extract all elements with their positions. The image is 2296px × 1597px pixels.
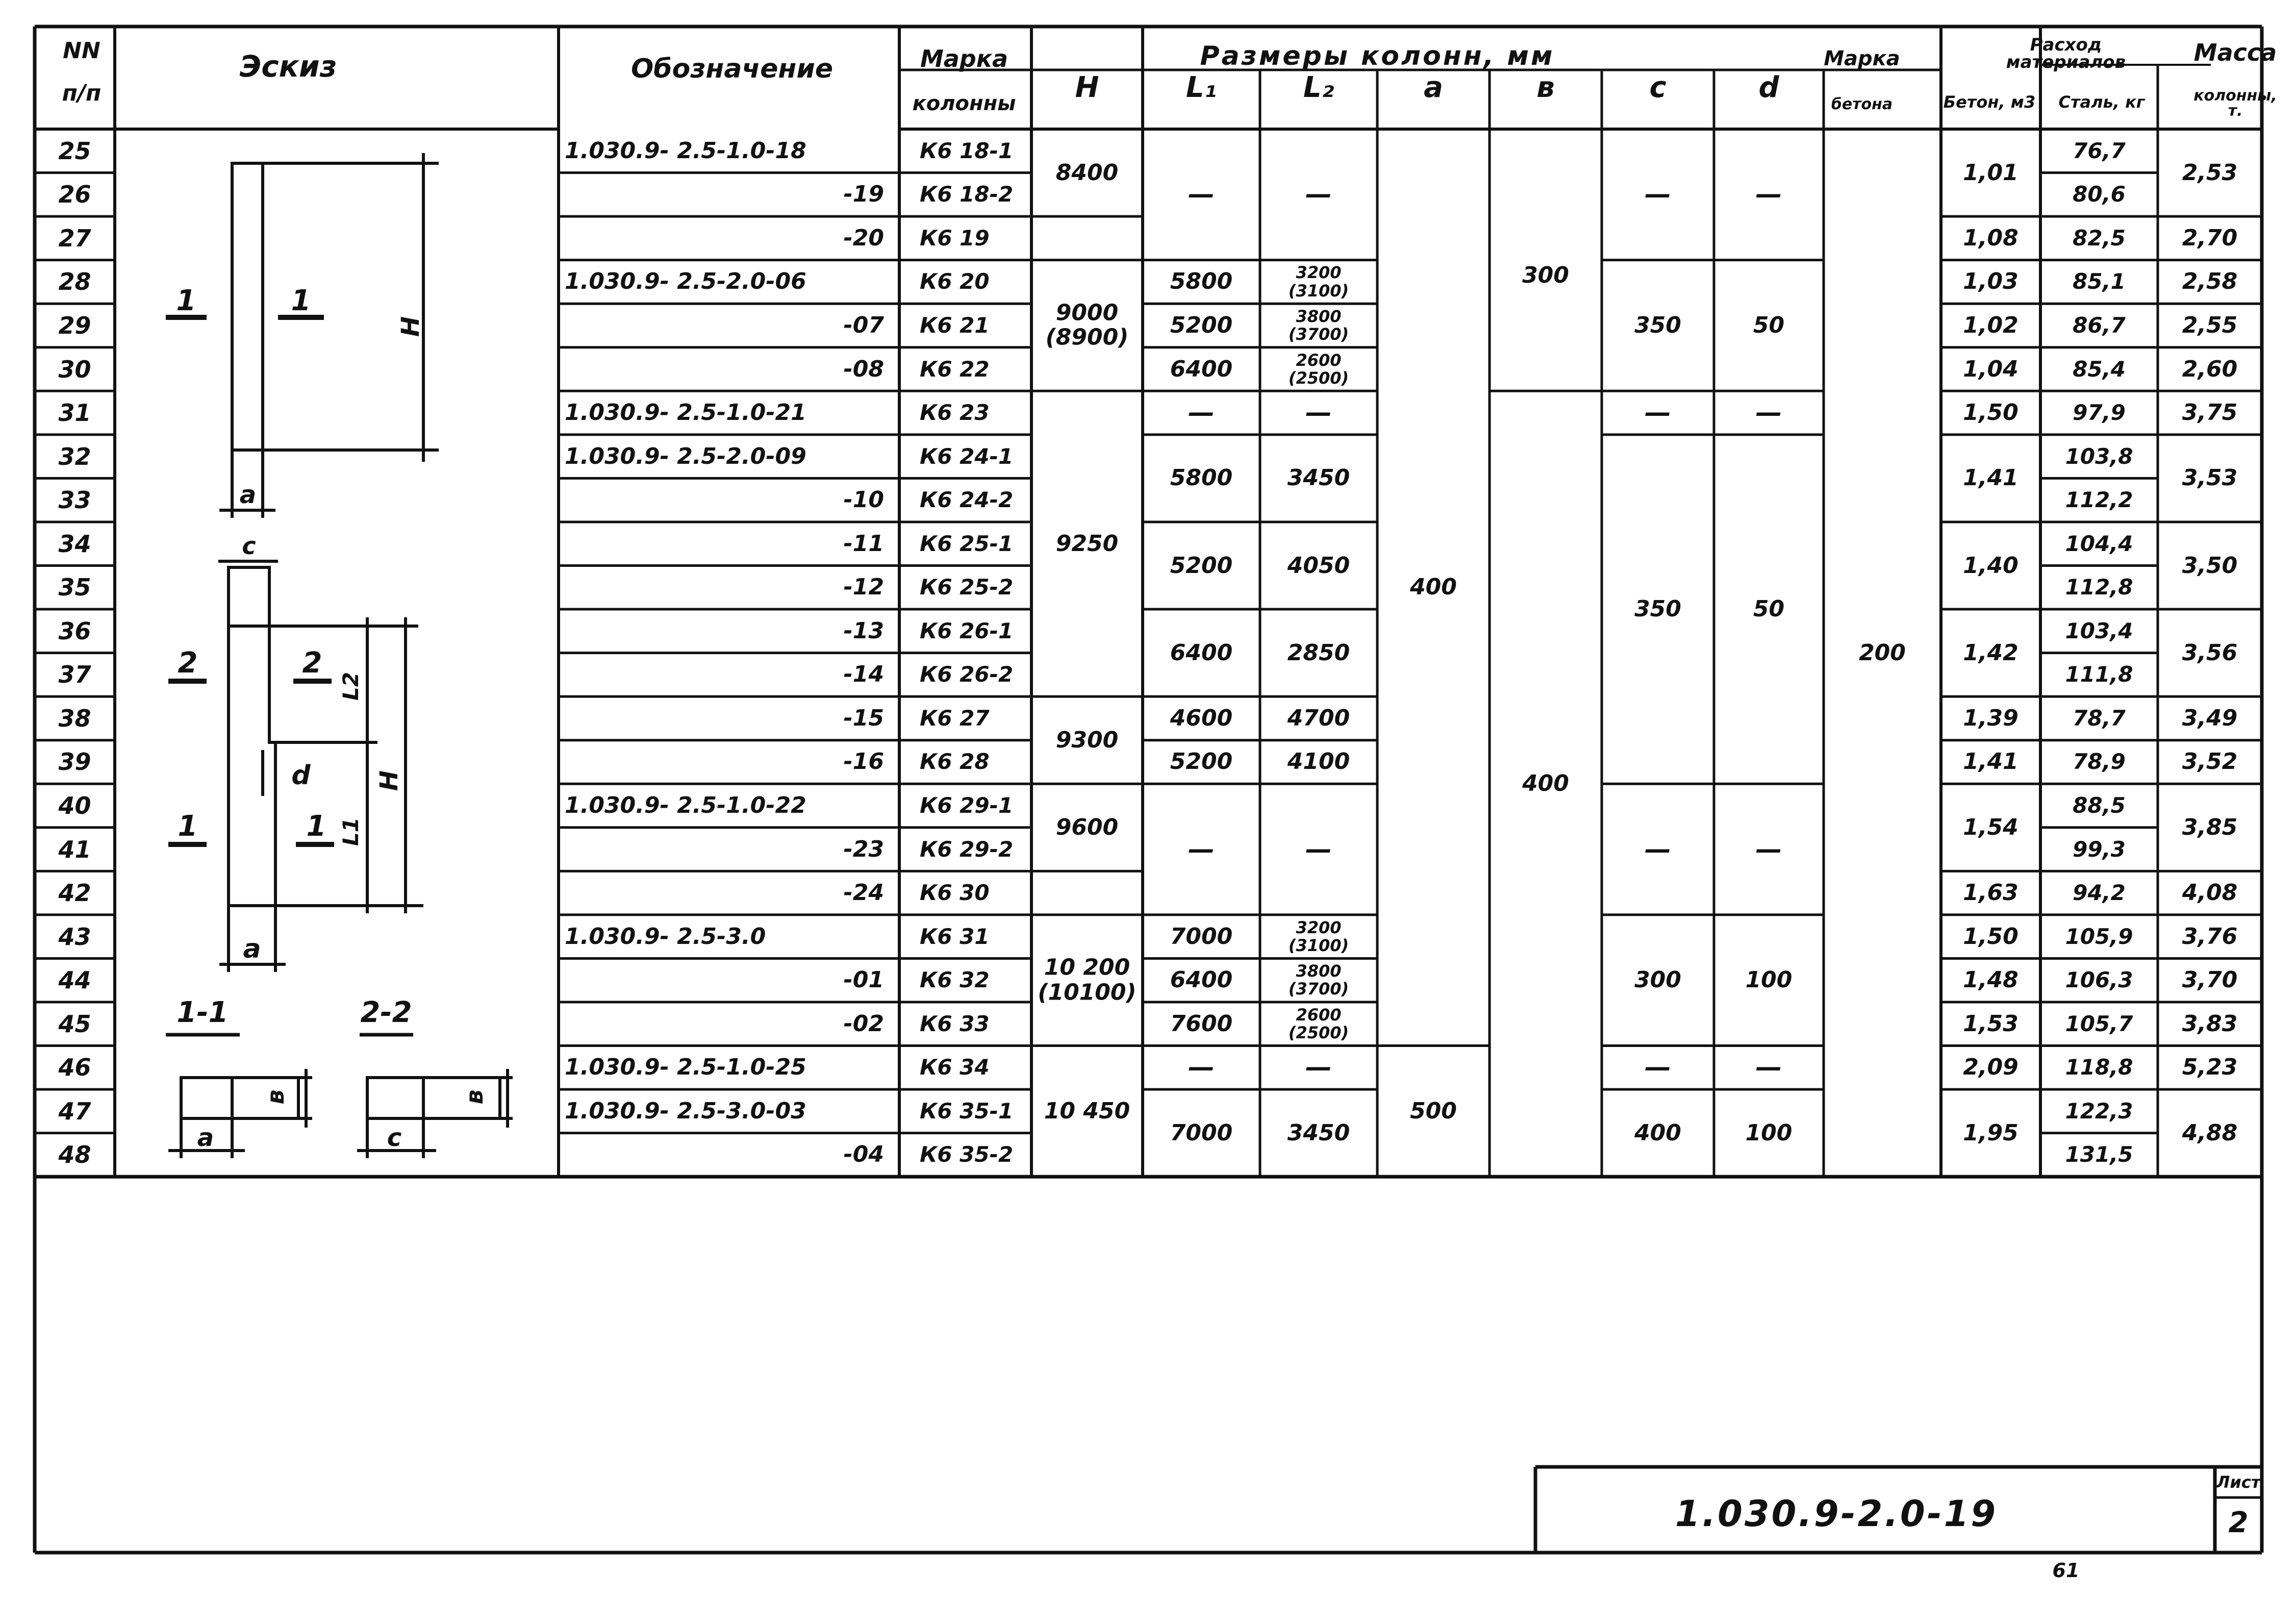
cell-mass: 3,53: [2182, 465, 2238, 491]
row-designation: -12: [843, 574, 884, 601]
cell-mass: 2,60: [2182, 356, 2238, 382]
cell-mass: 3,85: [2182, 814, 2238, 840]
sketch-section-2-right: 2: [302, 646, 322, 680]
cell-concrete-volume: 1,41: [1963, 465, 2019, 491]
header-pp: п/п: [62, 80, 102, 106]
row-steel: 97,9: [2073, 400, 2126, 426]
cell-l2: 2850: [1287, 639, 1350, 666]
cell-l1: —: [1188, 834, 1215, 865]
row-steel: 105,9: [2065, 924, 2133, 949]
header-concrete-volume: Бетон, м3: [1943, 92, 2036, 112]
cell-l1: 5800: [1170, 268, 1233, 295]
cell-b: 300: [1522, 262, 1569, 288]
cell-l2: 4050: [1287, 552, 1350, 579]
row-number: 25: [58, 137, 91, 165]
row-number: 37: [58, 661, 91, 689]
row-number: 27: [58, 224, 91, 252]
cell-l2: 3450: [1287, 1119, 1350, 1146]
row-steel: 106,3: [2065, 967, 2133, 993]
cell-c: —: [1645, 834, 1671, 865]
row-column-mark: К6 24-1: [920, 443, 1014, 469]
row-column-mark: К6 21: [920, 312, 990, 338]
cell-d: —: [1755, 1052, 1782, 1083]
row-number: 44: [58, 966, 91, 994]
cell-l2: —: [1305, 397, 1332, 429]
header-mass-2: колонны, т.: [2193, 87, 2277, 120]
drawing-code: 1.030.9-2.0-19: [1675, 1493, 1998, 1535]
row-number: 26: [58, 181, 91, 209]
row-steel: 78,7: [2073, 705, 2126, 731]
row-steel: 86,7: [2073, 312, 2126, 338]
row-number: 43: [58, 922, 91, 951]
cell-concrete-volume: 1,39: [1963, 705, 2019, 731]
row-number: 36: [58, 617, 91, 645]
cell-l1: —: [1188, 179, 1215, 210]
row-number: 33: [58, 486, 91, 514]
row-steel: 76,7: [2073, 138, 2126, 163]
cell-h: 10 450: [1044, 1097, 1130, 1124]
cell-l1: 7600: [1170, 1010, 1233, 1037]
page-number: 61: [2052, 1559, 2080, 1582]
row-designation: 1.030.9- 2.5-3.0-03: [565, 1097, 806, 1124]
row-steel: 105,7: [2065, 1011, 2133, 1036]
row-number: 42: [58, 879, 91, 907]
cell-l2: —: [1305, 1052, 1332, 1083]
row-designation: -04: [843, 1141, 884, 1168]
cell-l2: 2600 (2500): [1288, 1005, 1349, 1042]
row-steel: 78,9: [2073, 749, 2126, 775]
row-steel: 122,3: [2065, 1098, 2133, 1124]
cell-concrete-volume: 1,01: [1963, 159, 2019, 186]
cell-l2: —: [1305, 179, 1332, 210]
row-number: 29: [58, 311, 91, 339]
cell-l1: —: [1188, 1052, 1215, 1083]
sketch-label-h1: H: [396, 316, 425, 337]
row-number: 41: [58, 835, 91, 863]
sketch-section-1-right: 1: [291, 284, 311, 317]
cell-h: 8400: [1055, 159, 1119, 186]
cell-c: 350: [1634, 596, 1681, 622]
row-number: 47: [58, 1097, 91, 1125]
row-designation: -10: [843, 487, 884, 513]
cell-c: 400: [1634, 1119, 1681, 1146]
sheet-number: 2: [2228, 1506, 2249, 1539]
row-designation: -23: [843, 836, 884, 862]
cell-d: 50: [1753, 596, 1785, 622]
cell-l1: 6400: [1170, 967, 1233, 993]
row-steel: 82,5: [2073, 225, 2126, 251]
row-column-mark: К6 25-1: [920, 531, 1014, 556]
cell-l2: 3800 (3700): [1288, 306, 1349, 344]
cell-l2: 2600 (2500): [1288, 350, 1349, 388]
row-number: 31: [58, 399, 91, 427]
cell-mass: 3,83: [2182, 1010, 2238, 1037]
row-designation: -24: [843, 880, 884, 906]
cell-h: 9000 (8900): [1045, 300, 1129, 351]
row-designation: 1.030.9- 2.5-1.0-18: [565, 137, 806, 164]
row-designation: 1.030.9- 2.5-2.0-09: [565, 443, 806, 469]
dimension-header: L₂: [1303, 71, 1334, 104]
row-designation: 1.030.9- 2.5-1.0-21: [565, 400, 806, 426]
cell-a: 500: [1410, 1097, 1457, 1124]
header-concrete-mark-1: Марка: [1824, 47, 1900, 70]
row-designation: -19: [843, 181, 884, 208]
row-column-mark: К6 23: [920, 400, 990, 426]
header-mass-1: Масса: [2193, 39, 2277, 66]
cell-mass: 3,75: [2182, 400, 2238, 426]
sketch-section-1-lower-right: 1: [306, 810, 326, 843]
cell-l1: 5200: [1170, 552, 1233, 579]
row-designation: 1.030.9- 2.5-1.0-22: [565, 792, 806, 819]
row-number: 45: [58, 1010, 91, 1038]
cell-concrete-volume: 1,03: [1963, 268, 2019, 295]
row-designation: 1.030.9- 2.5-2.0-06: [565, 268, 806, 295]
sketch-label-l2: L2: [338, 672, 363, 701]
sketch-section-1-lower-left: 1: [178, 810, 198, 843]
header-consumption: Расход материалов: [2006, 35, 2126, 72]
cell-l1: 4600: [1170, 705, 1233, 731]
cell-mass: 2,70: [2182, 224, 2238, 251]
row-number: 40: [58, 792, 91, 820]
header-mark-1: Марка: [920, 45, 1008, 72]
cell-concrete-volume: 1,54: [1963, 814, 2019, 840]
row-number: 39: [58, 748, 91, 776]
cell-mass: 3,52: [2182, 748, 2238, 775]
header-concrete-mark-2: бетона: [1831, 95, 1893, 113]
row-steel: 85,4: [2073, 356, 2126, 382]
cell-l1: 5800: [1170, 465, 1233, 491]
row-column-mark: К6 27: [920, 705, 990, 731]
cell-mass: 2,55: [2182, 312, 2238, 338]
row-designation: -20: [843, 224, 884, 251]
row-number: 46: [58, 1054, 91, 1082]
cell-c: —: [1645, 1052, 1671, 1083]
row-column-mark: К6 25-2: [920, 575, 1014, 600]
cell-l2: 3450: [1287, 465, 1350, 491]
row-designation: 1.030.9- 2.5-3.0: [565, 923, 766, 950]
row-column-mark: К6 18-2: [920, 182, 1014, 207]
sketch-label-a3: a: [197, 1124, 214, 1152]
row-column-mark: К6 31: [920, 924, 990, 949]
row-column-mark: К6 29-2: [920, 836, 1014, 862]
row-steel: 112,8: [2065, 575, 2133, 600]
row-number: 34: [58, 530, 91, 558]
row-column-mark: К6 32: [920, 967, 990, 993]
dimension-header: c: [1649, 71, 1667, 104]
sketch-label-c2: c: [387, 1124, 402, 1152]
cell-c: 300: [1634, 967, 1681, 993]
header-dims-group: Размеры колонн, мм: [1200, 41, 1555, 71]
cell-l2: —: [1305, 834, 1332, 865]
row-steel: 80,6: [2073, 182, 2126, 207]
row-number: 48: [58, 1141, 91, 1169]
cell-d: 100: [1745, 967, 1793, 993]
cell-l1: 6400: [1170, 356, 1233, 382]
row-number: 35: [58, 573, 91, 602]
row-steel: 111,8: [2065, 662, 2133, 687]
row-designation: -11: [843, 530, 884, 557]
cell-concrete-volume: 1,63: [1963, 880, 2019, 906]
row-number: 30: [58, 355, 91, 383]
sketch-label-c: c: [242, 532, 256, 560]
row-steel: 85,1: [2073, 269, 2126, 294]
row-designation: -07: [843, 312, 884, 338]
cell-concrete-volume: 1,02: [1963, 312, 2019, 338]
row-steel: 112,2: [2065, 487, 2133, 513]
cell-c: —: [1645, 397, 1671, 429]
header-sketch: Эскиз: [239, 49, 337, 84]
dimension-header: d: [1758, 71, 1779, 104]
row-column-mark: К6 24-2: [920, 487, 1014, 513]
cell-l2: 4100: [1287, 748, 1350, 775]
cell-mass: 3,70: [2182, 967, 2238, 993]
sketch-label-a1: a: [239, 481, 257, 509]
dimension-header: a: [1424, 71, 1443, 104]
dimension-header: L₁: [1185, 71, 1217, 104]
cell-l1: 6400: [1170, 639, 1233, 666]
cell-h: 9300: [1055, 727, 1119, 753]
cell-mass: 2,58: [2182, 268, 2238, 295]
cell-concrete-volume: 1,50: [1963, 400, 2019, 426]
cell-concrete-volume: 2,09: [1963, 1054, 2019, 1081]
cell-concrete-volume: 1,40: [1963, 552, 2019, 579]
cell-concrete-volume: 1,50: [1963, 923, 2019, 950]
cell-c: —: [1645, 179, 1671, 210]
sketch-label-d: d: [291, 760, 311, 791]
sketch-section-1-1: 1-1: [176, 996, 229, 1029]
header-designation: Обозначение: [630, 54, 834, 84]
cell-concrete-volume: 1,53: [1963, 1010, 2019, 1037]
row-steel: 118,8: [2065, 1055, 2133, 1080]
row-steel: 131,5: [2065, 1142, 2133, 1167]
sketch-label-a2: a: [243, 934, 261, 964]
sketch-label-l1: L1: [338, 817, 363, 846]
row-number: 28: [58, 268, 91, 296]
cell-d: —: [1755, 834, 1782, 865]
cell-l2: 4700: [1287, 705, 1350, 731]
row-designation: -13: [843, 617, 884, 644]
cell-concrete-mark: 200: [1859, 639, 1906, 666]
row-steel: 99,3: [2073, 836, 2126, 862]
row-column-mark: К6 30: [920, 880, 990, 906]
cell-d: 100: [1745, 1119, 1793, 1146]
row-column-mark: К6 28: [920, 749, 990, 775]
cell-mass: 3,49: [2182, 705, 2238, 731]
cell-l2: 3200 (3100): [1288, 263, 1349, 301]
cell-concrete-volume: 1,08: [1963, 224, 2019, 251]
dimension-header: в: [1536, 71, 1555, 104]
sketch-label-h2: H: [375, 770, 403, 791]
sketch-section-2-2: 2-2: [360, 996, 412, 1029]
cell-concrete-volume: 1,42: [1963, 639, 2019, 666]
cell-mass: 2,53: [2182, 159, 2238, 186]
row-designation: 1.030.9- 2.5-1.0-25: [565, 1054, 806, 1081]
cell-concrete-volume: 1,41: [1963, 748, 2019, 775]
row-column-mark: К6 35-1: [920, 1098, 1014, 1124]
cell-mass: 3,76: [2182, 923, 2238, 950]
sheet-label: Лист: [2216, 1473, 2261, 1492]
row-designation: -14: [843, 661, 884, 688]
cell-h: 9600: [1055, 814, 1119, 840]
row-designation: -16: [843, 748, 884, 775]
row-column-mark: К6 33: [920, 1011, 990, 1036]
cell-mass: 4,08: [2182, 880, 2238, 906]
row-column-mark: К6 18-1: [920, 138, 1014, 163]
row-number: 38: [58, 704, 91, 732]
sketch-section-1-left: 1: [176, 284, 196, 317]
sketch-label-b2: в: [461, 1089, 488, 1105]
row-steel: 103,8: [2065, 443, 2133, 469]
cell-concrete-volume: 1,04: [1963, 356, 2019, 382]
cell-d: —: [1755, 397, 1782, 429]
sketch-section-2-left: 2: [178, 646, 198, 680]
row-designation: -08: [843, 356, 884, 382]
row-steel: 88,5: [2073, 793, 2126, 818]
cell-d: 50: [1753, 312, 1785, 338]
cell-h: 9250: [1055, 530, 1119, 557]
cell-h: 10 200 (10100): [1038, 954, 1137, 1006]
cell-mass: 4,88: [2182, 1119, 2238, 1146]
row-column-mark: К6 19: [920, 225, 990, 251]
dimension-header: H: [1075, 71, 1099, 104]
cell-concrete-volume: 1,48: [1963, 967, 2019, 993]
row-steel: 94,2: [2073, 880, 2126, 906]
row-column-mark: К6 26-2: [920, 662, 1014, 687]
row-column-mark: К6 29-1: [920, 793, 1014, 818]
row-designation: -15: [843, 705, 884, 731]
cell-mass: 3,56: [2182, 639, 2238, 666]
row-designation: -01: [843, 967, 884, 993]
header-mark-2: колонны: [912, 92, 1016, 115]
row-column-mark: К6 26-1: [920, 618, 1014, 643]
cell-mass: 5,23: [2182, 1054, 2238, 1081]
cell-l1: 7000: [1170, 923, 1233, 950]
sketch-label-b1: в: [262, 1089, 289, 1105]
cell-mass: 3,50: [2182, 552, 2238, 579]
row-designation: -02: [843, 1010, 884, 1037]
row-steel: 104,4: [2065, 531, 2133, 556]
cell-a: 400: [1410, 574, 1457, 601]
cell-l1: 7000: [1170, 1119, 1233, 1146]
header-steel: Сталь, кг: [2058, 92, 2145, 112]
cell-d: —: [1755, 179, 1782, 210]
row-column-mark: К6 20: [920, 269, 990, 294]
row-number: 32: [58, 442, 91, 470]
row-column-mark: К6 34: [920, 1055, 990, 1080]
row-column-mark: К6 35-2: [920, 1142, 1014, 1167]
header-nn: NN: [63, 38, 100, 64]
cell-l1: 5200: [1170, 748, 1233, 775]
row-column-mark: К6 22: [920, 356, 990, 382]
cell-l2: 3200 (3100): [1288, 917, 1349, 955]
row-steel: 103,4: [2065, 618, 2133, 643]
cell-l1: —: [1188, 397, 1215, 429]
cell-concrete-volume: 1,95: [1963, 1119, 2019, 1146]
cell-c: 350: [1634, 312, 1681, 338]
cell-l2: 3800 (3700): [1288, 961, 1349, 999]
cell-b: 400: [1522, 770, 1569, 797]
cell-l1: 5200: [1170, 312, 1233, 338]
